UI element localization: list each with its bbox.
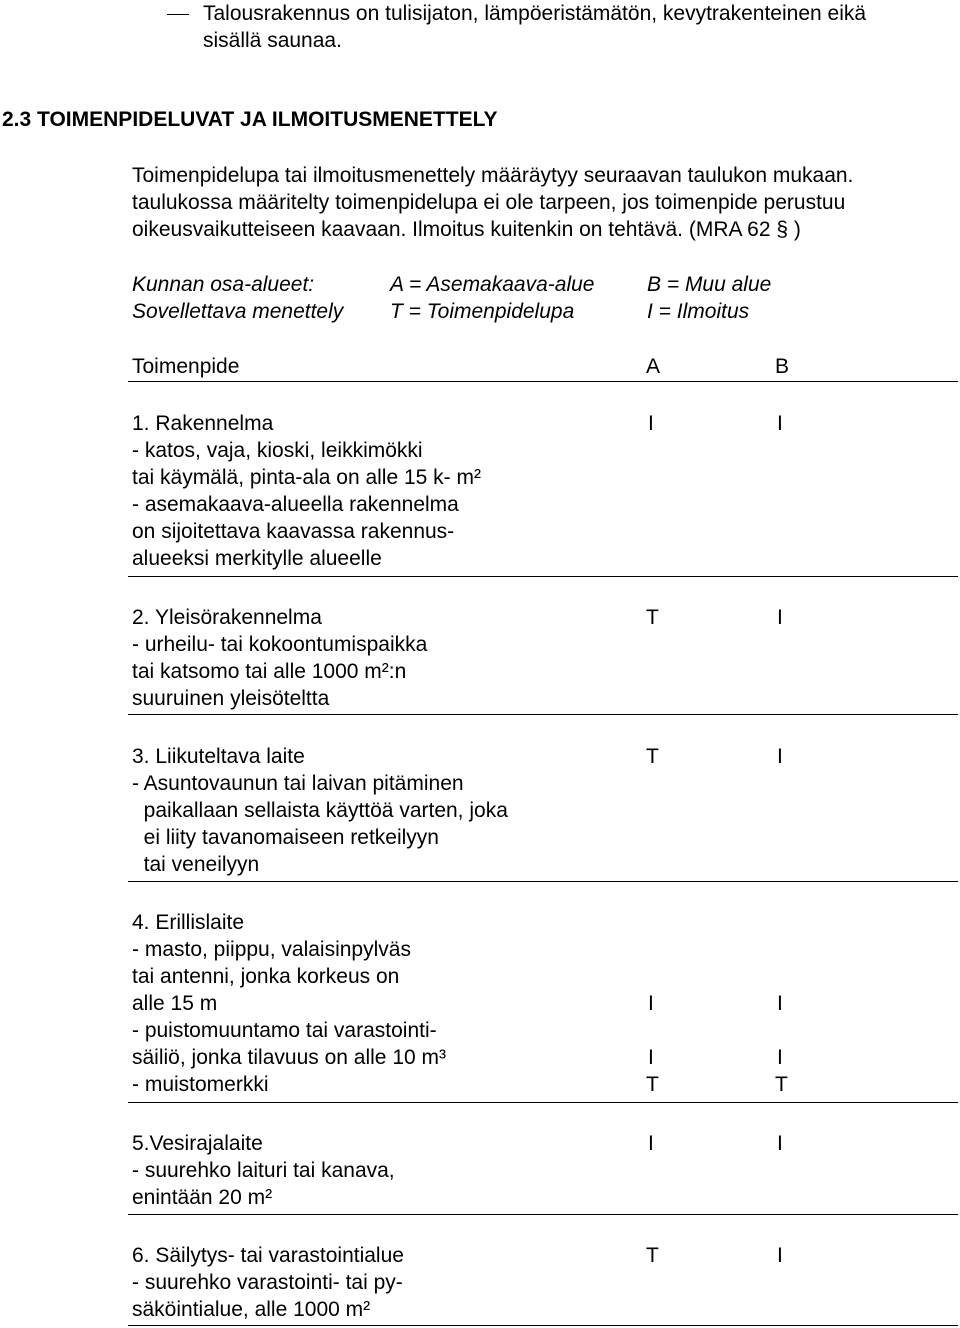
table-rule	[128, 1102, 958, 1103]
row-2-value-a: T	[646, 606, 659, 629]
row-3-line-4: ei liity tavanomaiseen retkeilyyn	[132, 826, 439, 849]
row-1-line-3: tai käymälä, pinta-ala on alle 15 k- m²	[132, 466, 481, 489]
row-4-line-4: alle 15 m	[132, 992, 218, 1015]
row-4-value-b-2: I	[777, 1046, 783, 1069]
row-4-value-a-3: T	[646, 1073, 659, 1096]
legend-area-label: Kunnan osa-alueet:	[132, 273, 315, 296]
row-5-value-a: I	[648, 1132, 654, 1155]
row-2-line-1: 2. Yleisörakennelma	[132, 606, 322, 629]
table-rule	[128, 1325, 958, 1326]
row-6-line-2: - suurehko varastointi- tai py-	[132, 1271, 403, 1294]
row-3-value-a: T	[646, 745, 659, 768]
row-6-line-1: 6. Säilytys- tai varastointialue	[132, 1244, 404, 1267]
row-4-line-5: - puistomuuntamo tai varastointi-	[132, 1019, 437, 1042]
row-1-value-b: I	[777, 412, 783, 435]
legend-area-b: B = Muu alue	[647, 273, 772, 296]
legend-area-a: A = Asemakaava-alue	[390, 273, 595, 296]
table-rule	[128, 1214, 958, 1215]
legend-procedure-label: Sovellettava menettely	[132, 300, 344, 323]
row-4-line-6: säiliö, jonka tilavuus on alle 10 m³	[132, 1046, 446, 1069]
table-rule	[128, 714, 958, 715]
legend-procedure-t: T = Toimenpidelupa	[390, 300, 575, 323]
row-2-line-3: tai katsomo tai alle 1000 m²:n	[132, 660, 407, 683]
row-3-value-b: I	[777, 745, 783, 768]
row-4-value-a-2: I	[648, 1046, 654, 1069]
row-4-line-7: - muistomerkki	[132, 1073, 269, 1096]
row-3-line-1: 3. Liikuteltava laite	[132, 745, 305, 768]
section-heading: 2.3 TOIMENPIDELUVAT JA ILMOITUSMENETTELY	[2, 108, 498, 131]
row-3-line-3: paikallaan sellaista käyttöä varten, joka	[132, 799, 508, 822]
row-1-line-6: alueeksi merkitylle alueelle	[132, 547, 382, 570]
row-4-value-b-3: T	[775, 1073, 788, 1096]
row-2-value-b: I	[777, 606, 783, 629]
intro-line-1: Talousrakennus on tulisijaton, lämpöeristämätön, kevytrakenteinen eikä	[203, 2, 867, 25]
row-5-value-b: I	[777, 1132, 783, 1155]
row-2-line-4: suuruinen yleisöteltta	[132, 687, 330, 710]
bullet-dash	[167, 14, 189, 15]
row-1-line-5: on sijoitettava kaavassa rakennus-	[132, 520, 455, 543]
row-3-line-5: tai veneilyyn	[132, 853, 260, 876]
row-1-value-a: I	[648, 412, 654, 435]
row-5-line-1: 5.Vesirajalaite	[132, 1132, 263, 1155]
row-3-line-2: - Asuntovaunun tai laivan pitäminen	[132, 772, 464, 795]
row-4-line-2: - masto, piippu, valaisinpylväs	[132, 938, 411, 961]
paragraph-line-2: taulukossa määritelty toimenpidelupa ei ole tarpeen, jos toimenpide perustuu	[132, 191, 846, 214]
row-5-line-2: - suurehko laituri tai kanava,	[132, 1159, 395, 1182]
header-column-a: A	[646, 355, 661, 378]
paragraph-line-1: Toimenpidelupa tai ilmoitusmenettely määräytyy seuraavan taulukon mukaan.	[132, 164, 854, 187]
row-4-line-3: tai antenni, jonka korkeus on	[132, 965, 400, 988]
row-1-line-4: - asemakaava-alueella rakennelma	[132, 493, 459, 516]
row-4-value-b-1: I	[777, 992, 783, 1015]
row-1-line-2: - katos, vaja, kioski, leikkimökki	[132, 439, 423, 462]
row-5-line-3: enintään 20 m²	[132, 1186, 273, 1209]
table-rule	[128, 381, 958, 382]
row-6-value-a: T	[646, 1244, 659, 1267]
legend-procedure-i: I = Ilmoitus	[647, 300, 750, 323]
header-toimenpide: Toimenpide	[132, 355, 240, 378]
header-column-b: B	[775, 355, 790, 378]
row-2-line-2: - urheilu- tai kokoontumispaikka	[132, 633, 428, 656]
table-rule	[128, 881, 958, 882]
table-rule	[128, 576, 958, 577]
row-6-value-b: I	[777, 1244, 783, 1267]
row-4-value-a-1: I	[648, 992, 654, 1015]
intro-line-2: sisällä saunaa.	[203, 29, 342, 52]
row-4-line-1: 4. Erillislaite	[132, 911, 245, 934]
row-1-line-1: 1. Rakennelma	[132, 412, 274, 435]
row-6-line-3: säköintialue, alle 1000 m²	[132, 1298, 371, 1321]
paragraph-line-3: oikeusvaikutteiseen kaavaan. Ilmoitus kuitenkin on tehtävä. (MRA 62 § )	[132, 218, 801, 241]
